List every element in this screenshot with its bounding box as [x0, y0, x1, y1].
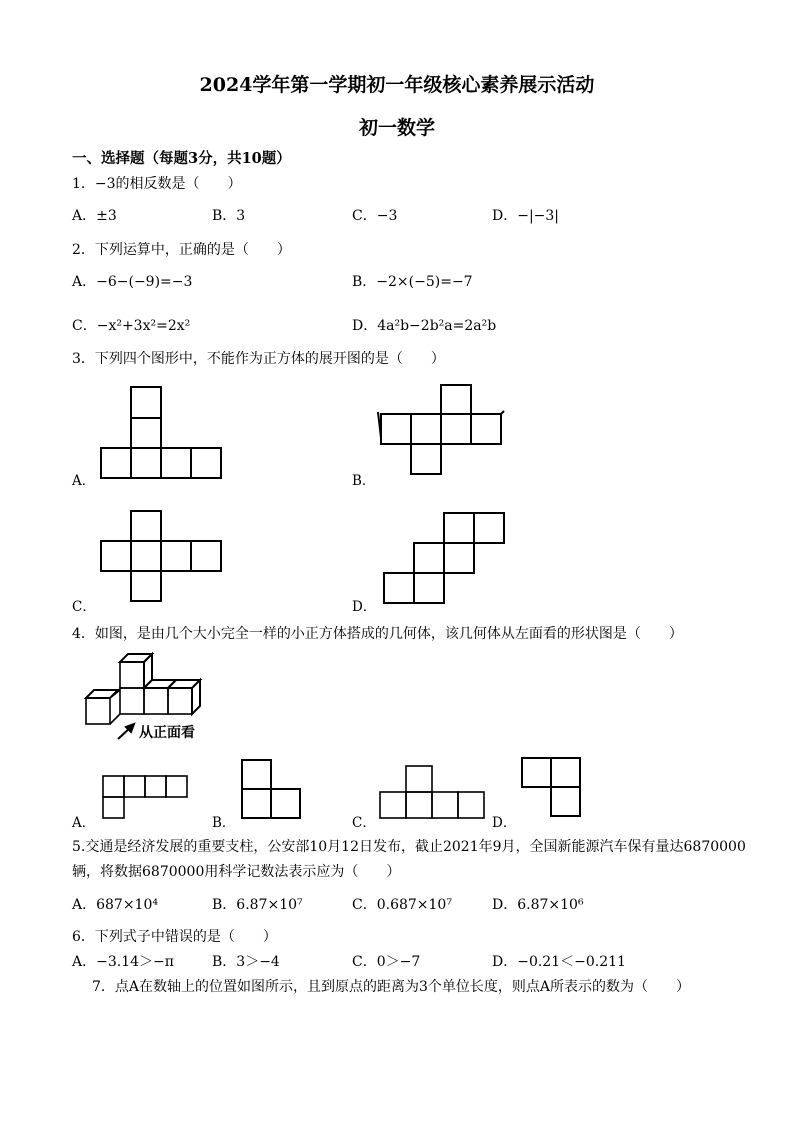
q2-stem: 2．下列运算中，正确的是（ ） [72, 242, 291, 258]
q6-option-a: A．−3.14＞−π [72, 954, 174, 970]
q5-option-a: A．687×10⁴ [72, 897, 158, 913]
q4-label-b: B． [212, 815, 236, 831]
q2-option-a: A．−6−(−9)=−3 [72, 274, 193, 290]
q4-label-c: C． [352, 815, 376, 831]
q3-figure-a [100, 386, 222, 480]
q3-label-a: A． [72, 473, 96, 489]
q5-option-d: D．6.87×10⁶ [492, 897, 584, 913]
q1-option-a: A．±3 [72, 208, 117, 224]
q3-label-c: C． [72, 599, 96, 615]
view-arrow-icon [114, 722, 138, 742]
q6-option-c: C．0＞−7 [352, 954, 421, 970]
q1-option-c: C．−3 [352, 208, 398, 224]
q4-stem: 4．如图，是由几个大小完全一样的小正方体搭成的几何体，该几何体从左面看的形状图是（ ） [72, 626, 683, 642]
q4-figure-a [101, 774, 191, 822]
q2-option-d: D．4a²b−2b²a=2a²b [352, 318, 497, 334]
q1-stem: 1．−3的相反数是（ ） [72, 176, 242, 192]
q1-option-b: B．3 [212, 208, 246, 224]
q2-option-c: C．−x²+3x²=2x² [72, 318, 191, 334]
q4-label-d: D． [492, 815, 517, 831]
q5-option-c: C．0.687×10⁷ [352, 897, 452, 913]
q6-option-b: B．3＞−4 [212, 954, 280, 970]
q5-stem-line1: 5.交通是经济发展的重要支柱，公安部10月12日发布，截止2021年9月，全国新能源汽车保有量达6870000 [72, 839, 746, 855]
q4-figure-d [520, 756, 584, 820]
q4-figure-c [380, 764, 486, 820]
page-title: 2024学年第一学期初一年级核心素养展示活动 [199, 74, 595, 96]
q3-figure-b [378, 384, 506, 477]
view-direction-caption: 从正面看 [139, 725, 195, 741]
q3-figure-c [99, 510, 223, 604]
q5-option-b: B．6.87×10⁷ [212, 897, 303, 913]
q3-label-b: B． [352, 473, 376, 489]
q6-option-d: D．−0.21＜−0.211 [492, 954, 626, 970]
q4-label-a: A． [72, 815, 96, 831]
q3-stem: 3．下列四个图形中，不能作为正方体的展开图的是（ ） [72, 351, 445, 367]
q1-option-d: D．−|−3| [492, 208, 560, 224]
section-heading: 一、选择题（每题3分，共10题） [72, 150, 291, 167]
q4-figure-b [240, 758, 304, 822]
q7-stem: 7．点A在数轴上的位置如图所示，且到原点的距离为3个单位长度，则点A所表示的数为（ ） [92, 979, 691, 995]
q5-stem-line2: 辆，将数据6870000用科学记数法表示应为（ ） [72, 864, 401, 880]
q6-stem: 6．下列式子中错误的是（ ） [72, 929, 277, 945]
subject-title: 初一数学 [358, 117, 435, 139]
q3-label-d: D． [352, 599, 377, 615]
q2-option-b: B．−2×(−5)=−7 [352, 274, 473, 290]
q3-figure-d [382, 512, 506, 606]
